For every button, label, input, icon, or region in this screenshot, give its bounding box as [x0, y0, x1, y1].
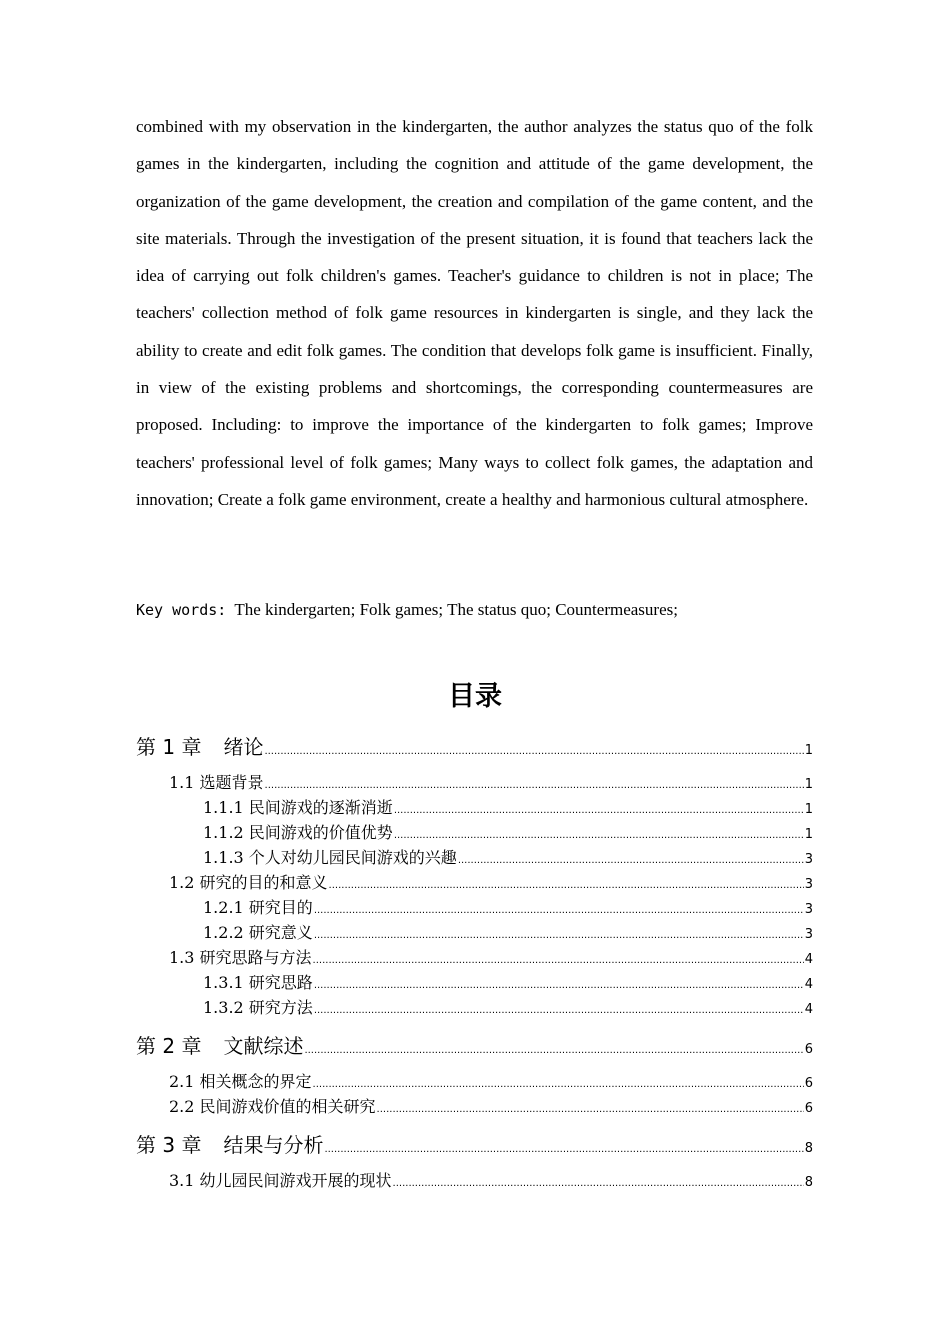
- toc-page-number: 1: [804, 802, 813, 817]
- toc-page-number: 3: [804, 902, 813, 917]
- toc-entry-label: 1.3.1 研究思路: [203, 973, 313, 992]
- toc-entry-label: 第 3 章 结果与分析: [136, 1133, 324, 1157]
- toc-page-number: 3: [804, 852, 813, 867]
- toc-section-1-1[interactable]: [169, 771, 813, 798]
- toc-section-1-2[interactable]: [169, 871, 813, 898]
- toc-subsection-1-2-2[interactable]: [203, 921, 813, 948]
- toc-entry-label: 1.1.3 个人对幼儿园民间游戏的兴趣: [203, 848, 457, 867]
- toc-leader-dots: [314, 974, 804, 998]
- toc-page-number: 4: [804, 977, 813, 992]
- toc-leader-dots: [314, 999, 804, 1023]
- toc-leader-dots: [324, 1136, 803, 1164]
- toc-section-2-2[interactable]: [169, 1095, 813, 1122]
- toc-entry-label: 1.2.1 研究目的: [203, 898, 313, 917]
- keywords-line: [136, 597, 813, 623]
- toc-leader-dots: [314, 899, 804, 923]
- toc-subsection-1-2-1[interactable]: [203, 896, 813, 923]
- toc-page-number: 3: [804, 927, 813, 942]
- toc-page-number: 4: [804, 1002, 813, 1017]
- toc-chapter-1[interactable]: [136, 733, 813, 766]
- toc-section-2-1[interactable]: [169, 1070, 813, 1097]
- toc-entry-label: 1.3 研究思路与方法: [169, 948, 312, 967]
- toc-leader-dots: [265, 774, 804, 798]
- toc-entry-label: 第 2 章 文献综述: [136, 1034, 304, 1058]
- toc-subsection-1-1-3[interactable]: [203, 846, 813, 873]
- abstract-paragraph: combined with my observation in the kindergarten, the author analyzes the status quo of the folk games in the kindergarten, including the cognition and attitude of the game development, the organization of the game development, the creation and compilation of the game content, and the site materials. Through the investigation of the present situation, it is found that teachers lack the idea of carrying out folk children's games. Teacher's guidance to children is not in place; The teachers' collection method of folk game resources in kindergarten is single, and they lack the ability to create and edit folk games. The condition that develops folk game is insufficient. Finally, in view of the existing problems and shortcomings, the corresponding countermeasures are proposed. Including: to improve the importance of the kindergarten to folk games; Improve teachers' professional level of folk games; Many ways to collect folk games, the adaptation and innovation; Create a folk game environment, create a healthy and harmonious cultural atmosphere.: [136, 117, 813, 509]
- toc-entry-label: 1.3.2 研究方法: [203, 998, 313, 1017]
- toc-leader-dots: [304, 1037, 803, 1065]
- toc-subsection-1-3-2[interactable]: [203, 996, 813, 1023]
- toc-title: 目录: [448, 681, 502, 712]
- toc-entry-label: 3.1 幼儿园民间游戏开展的现状: [169, 1171, 392, 1190]
- toc-page-number: 1: [804, 827, 813, 842]
- toc-entry-label: 2.1 相关概念的界定: [169, 1072, 312, 1091]
- toc-subsection-1-1-2[interactable]: [203, 821, 813, 848]
- toc-leader-dots: [377, 1098, 804, 1122]
- toc-page-number: 6: [804, 1101, 813, 1116]
- toc-leader-dots: [394, 799, 804, 823]
- toc-leader-dots: [313, 1073, 804, 1097]
- toc-page-number: 6: [804, 1076, 813, 1091]
- toc-entry-label: 1.2.2 研究意义: [203, 923, 313, 942]
- toc-page-number: 8: [804, 1175, 813, 1190]
- toc-subsection-1-1-1[interactable]: [203, 796, 813, 823]
- toc-entry-label: 2.2 民间游戏价值的相关研究: [169, 1097, 376, 1116]
- toc-page-number: 8: [804, 1141, 813, 1156]
- toc-page-number: 6: [804, 1042, 813, 1057]
- toc-leader-dots: [458, 849, 804, 873]
- toc-leader-dots: [393, 1172, 804, 1196]
- toc-entry-label: 1.1 选题背景: [169, 773, 264, 792]
- toc-page-number: 3: [804, 877, 813, 892]
- toc-chapter-3[interactable]: [136, 1131, 813, 1164]
- toc-leader-dots: [313, 949, 804, 973]
- toc-section-3-1[interactable]: [169, 1169, 813, 1196]
- keywords-text: The kindergarten; Folk games; The status quo; Countermeasures;: [234, 600, 678, 619]
- toc-page-number: 1: [804, 777, 813, 792]
- toc-section-1-3[interactable]: [169, 946, 813, 973]
- toc-leader-dots: [329, 874, 804, 898]
- toc-page-number: 4: [804, 952, 813, 967]
- keywords-label: Key words:: [136, 601, 227, 619]
- toc-page-number: 1: [804, 743, 813, 758]
- toc-chapter-2[interactable]: [136, 1032, 813, 1065]
- toc-entry-label: 1.2 研究的目的和意义: [169, 873, 328, 892]
- toc-leader-dots: [264, 738, 803, 766]
- toc-leader-dots: [394, 824, 804, 848]
- toc-subsection-1-3-1[interactable]: [203, 971, 813, 998]
- toc-entry-label: 1.1.1 民间游戏的逐渐消逝: [203, 798, 393, 817]
- toc-leader-dots: [314, 924, 804, 948]
- toc-entry-label: 第 1 章 绪论: [136, 735, 264, 759]
- toc-entry-label: 1.1.2 民间游戏的价值优势: [203, 823, 393, 842]
